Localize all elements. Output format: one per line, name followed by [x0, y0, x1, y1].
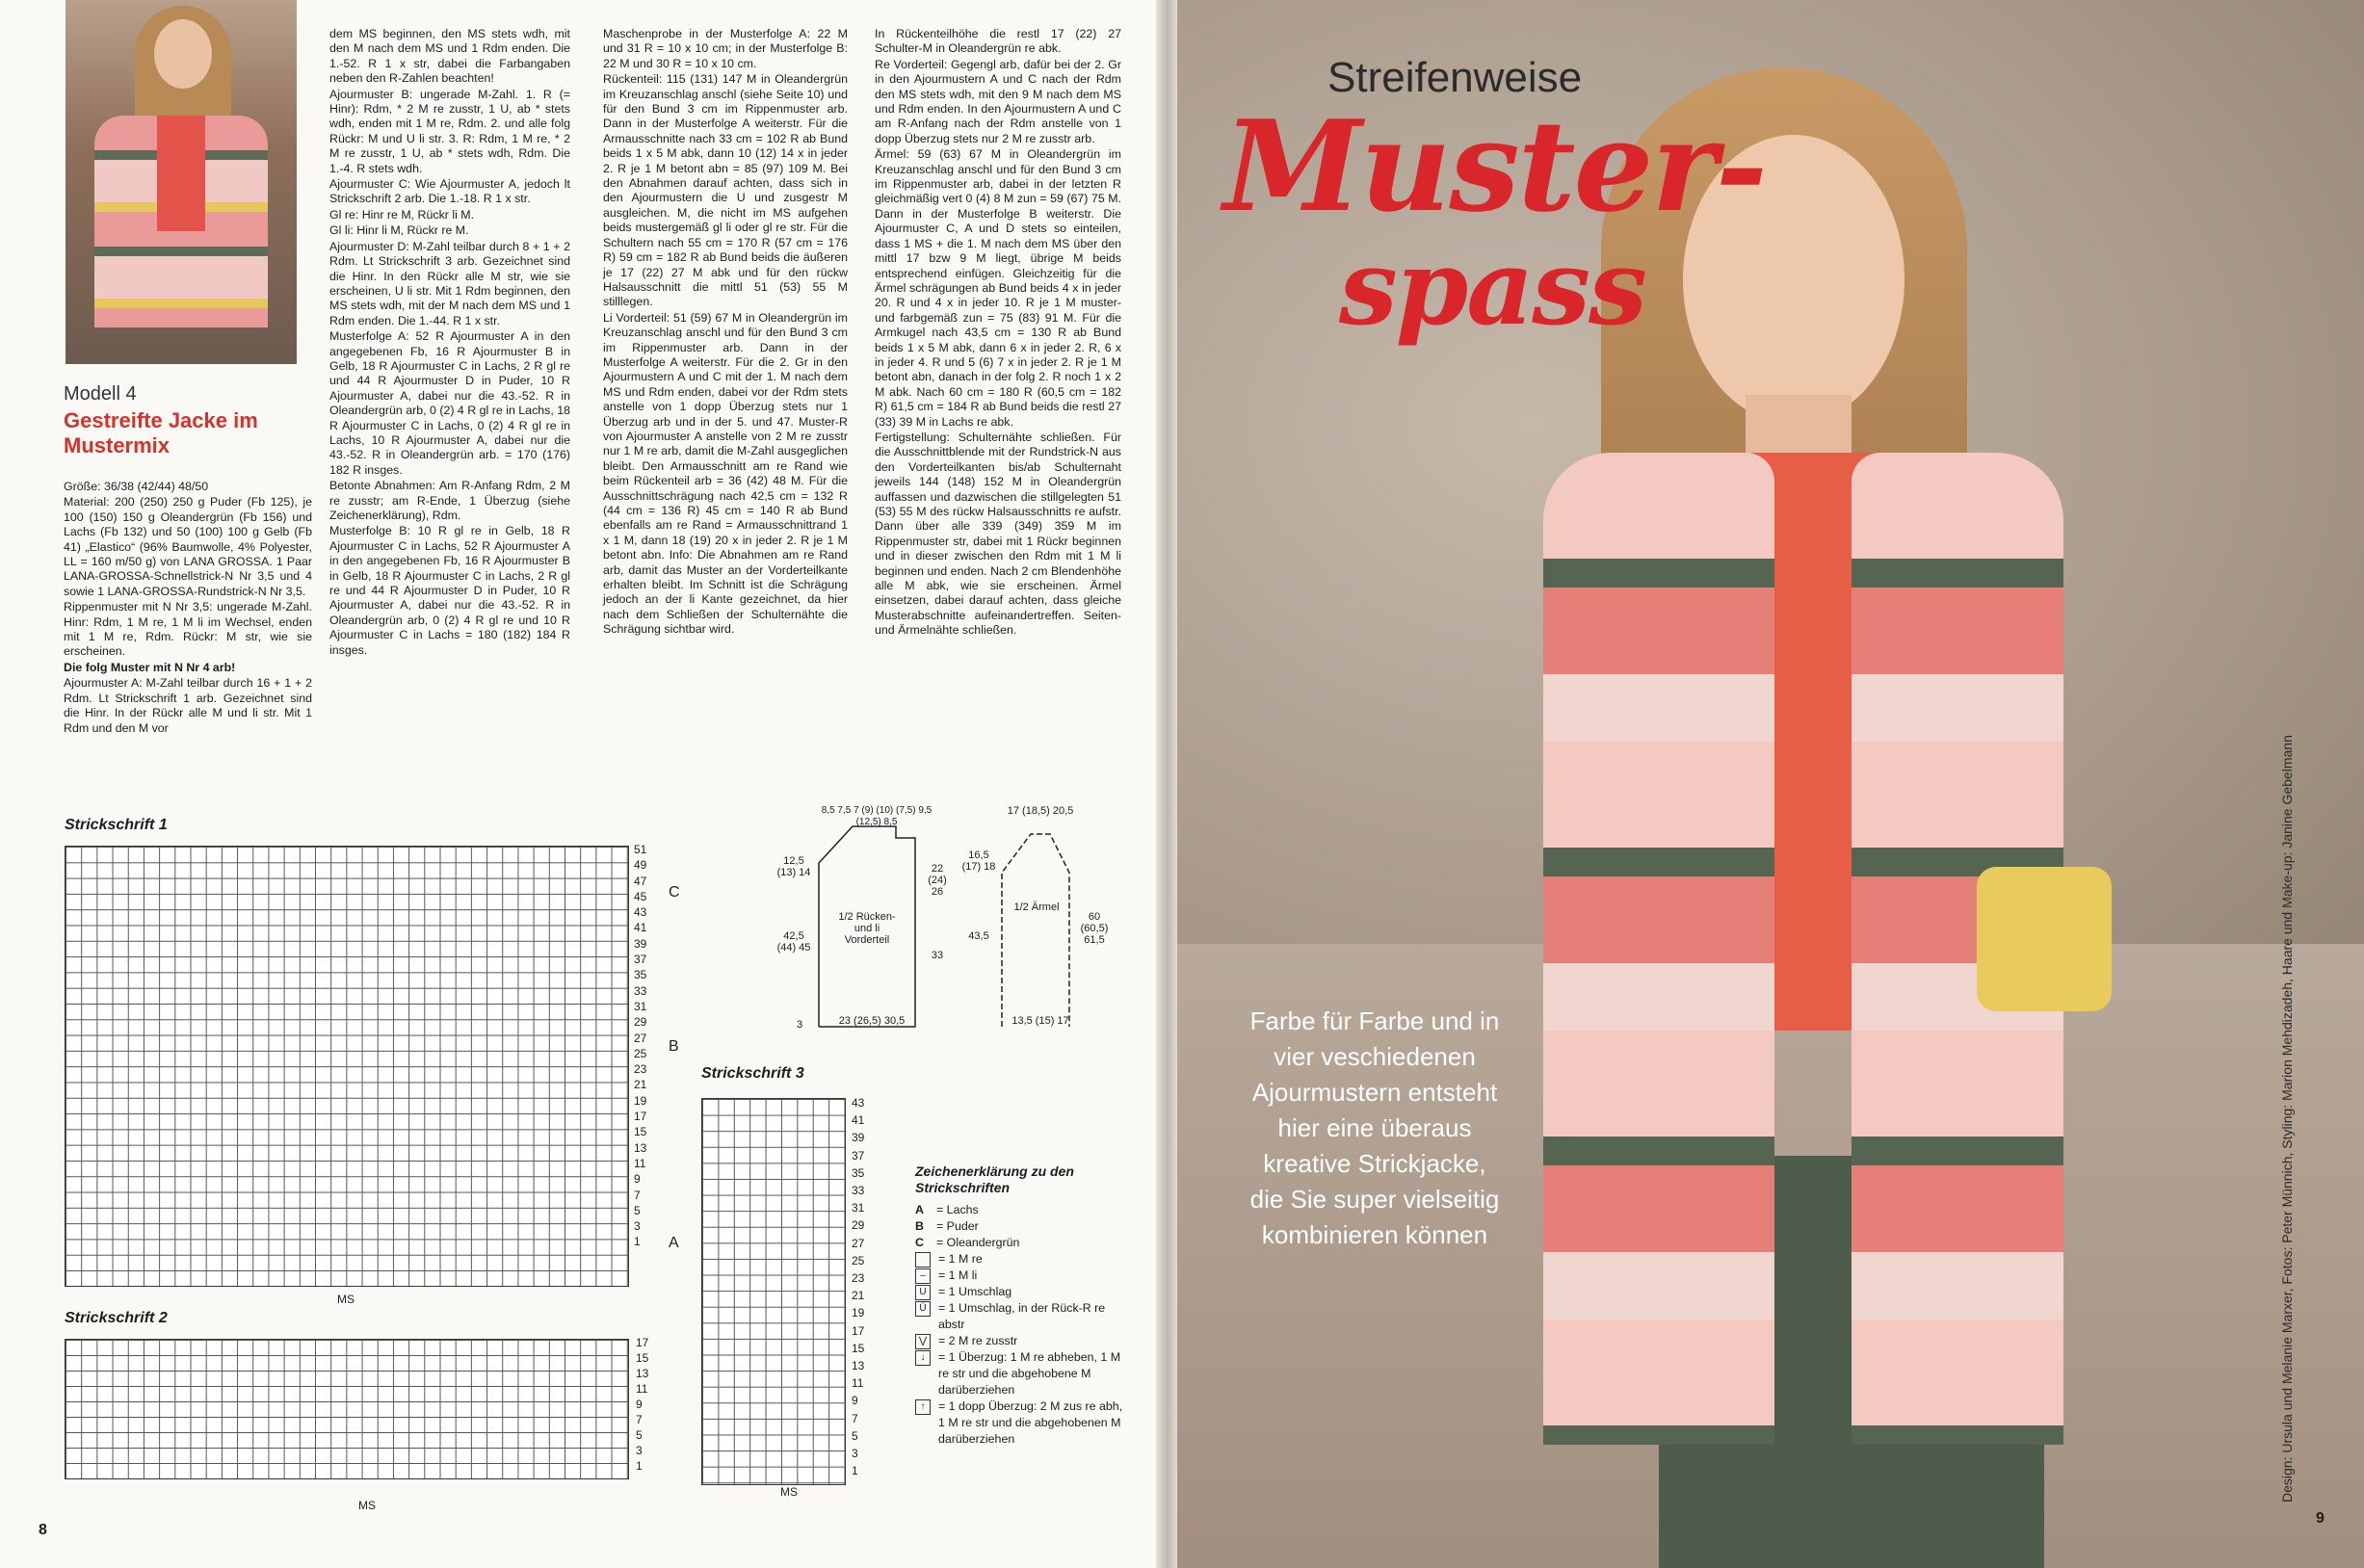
chart1-mark-a: A: [669, 1235, 679, 1251]
chart-row-number: 41: [852, 1113, 865, 1128]
pattern-title: Gestreifte Jacke im Mustermix: [64, 408, 258, 457]
paragraph: Gl li: Hinr li M, Rückr re M.: [329, 223, 469, 238]
text-column-3: [603, 27, 848, 639]
chart-row-number: 17: [636, 1336, 649, 1349]
paragraph: Li Vorderteil: 51 (59) 67 M in Oleandergrün im Kreuzanschlag anschl und für den Bund 3 cm im Rippenmuster arb. Dann in der Musterfolge A weiterstr. Für die 2. Gr in den Ajourmustern A und C mit der 1. M nach dem MS und Rdm enden, dabei vor der Rdm stets anstelle von 1 dopp Überzug stets nur 1 Überzug arb und in der 5. und 47. Muster-R von Ajourmuster A anstelle von 2 M re zusstr nur 1 M re arb, damit die M-Zahl ausgeglichen bleibt. Den Armausschnitt am re Rand wie beim Rückenteil arb = 36 (42) 48 M. Für die Ausschnittschrägung nach 42,5 cm = 132 R (44 cm = 136 R) 45 cm = 140 R ab Bund ebenfalls am re Rand = Armausschnittrand 1 x 1 M, dann 18 (19) 20 x in jeder 2. R je 1 M betont abn. Info: Die Abnahmen am re Rand arb, damit das Muster an der Vorderteilkante erhalten bleibt. Im Schnitt ist die Schrägung jedoch an der li Kante gezeichnet, da hier nach dem Schließen der Schulternähte die Schrägung sichtbar wird.: [603, 310, 848, 637]
text-column-4: [875, 27, 1121, 640]
paragraph: Ajourmuster A: M-Zahl teilbar durch 16 + 1 + 2 Rdm. Lt Strickschrift 1 arb. Gezeichnet sind die Hinr. In der Rückr alle M und li str. Mit 1 Rdm und den M vor: [64, 676, 312, 735]
legend-symbol: –: [915, 1268, 931, 1284]
chart-row-number: 27: [634, 1031, 647, 1045]
chart-row-number: 51: [634, 843, 647, 856]
legend-symbol: B: [915, 1219, 924, 1233]
chart3-title: Strickschrift 3: [701, 1065, 804, 1082]
chart-row-number: 17: [634, 1110, 647, 1124]
chart-row-number: 11: [634, 1156, 646, 1170]
legend-text: = Puder: [936, 1219, 979, 1233]
knitting-chart-1: [65, 846, 629, 1287]
legend-symbol: [915, 1252, 931, 1267]
chart-row-number: 5: [852, 1428, 858, 1443]
paragraph: Die folg Muster mit N Nr 4 arb!: [64, 660, 236, 674]
paragraph: Rückenteil: 115 (131) 147 M in Oleandergrün im Kreuzanschlag anschl (siehe Seite 10) und für den Bund 3 cm im Rippenmuster arb. Dann in der Musterfolge A weiterstr. Für die Armausschnitte nach 33 cm = 102 R ab Bund beids 1 x 5 M abk, dann 10 (12) 14 x in jeder 2. R je 1 M betont abn = 85 (97) 109 M. Bei den Abnahmen darauf achten, dass sich in den Ajourmustern die U und zusgestr M ausgleichen. M, die nicht im MS aufgehen beids mustergemäß gl li oder gl re str. Für die Schultern nach 55 cm = 170 R (57 cm = 176 R) 59 cm = 182 R ab Bund beids die äußeren je 17 (22) 27 M abk und für den rückw Halsausschnitt die mittl 51 (53) 55 M stilllegen.: [603, 72, 848, 309]
armhole-dimension: 22 (24) 26: [928, 863, 947, 898]
chart-row-number: 43: [634, 905, 647, 920]
legend-text: = Lachs: [936, 1203, 979, 1216]
legend-text: = 1 M li: [938, 1268, 978, 1282]
legend-item: [915, 1333, 1127, 1349]
chart-row-number: 45: [634, 889, 647, 903]
lead-text: Farbe für Farbe und in vier veschiedenen Ajourmustern entsteht hier eine überaus kreative Strickjacke, die Sie super vielseitig kombinieren können: [1249, 1006, 1500, 1249]
chart-row-number: 9: [852, 1394, 858, 1408]
paragraph: Rippenmuster mit N Nr 3,5: ungerade M-Zahl. Hinr: Rdm, 1 M re, 1 M li im Wechsel, enden mit 1 M re, Rdm. Rückr: M str, wie sie erscheinen.: [64, 600, 312, 659]
legend-item: [915, 1300, 1127, 1333]
chart-row-number: 19: [852, 1306, 865, 1320]
chart-row-number: 7: [636, 1413, 643, 1426]
cardigan-left-panel: [1543, 453, 1774, 1445]
legend-text: = 1 Überzug: 1 M re abheben, 1 M re str und die abgehobene M darüberziehen: [938, 1350, 1121, 1397]
legend-symbol: ↓: [915, 1350, 931, 1366]
chart-row-number: 41: [634, 921, 647, 935]
legend-items: [915, 1202, 1127, 1448]
legend-symbol: Ü: [915, 1301, 931, 1317]
chart1-mark-b: B: [669, 1038, 679, 1055]
legend-item: [915, 1267, 1127, 1284]
sleeve-top-dimensions: 17 (18,5) 20,5: [1007, 805, 1074, 817]
side-dimension-2: 42,5 (44) 45: [776, 930, 811, 954]
chart-row-number: 9: [634, 1172, 641, 1187]
left-page: [0, 0, 1166, 1568]
chart-row-number: 7: [852, 1411, 858, 1425]
paragraph: Betonte Abnahmen: Am R-Anfang Rdm, 2 M re zusstr; am R-Ende, 1 Überzug (siehe Zeichenerklärung), Rdm.: [329, 479, 570, 522]
chart-row-number: 19: [634, 1093, 647, 1108]
legend-item: [915, 1235, 1127, 1251]
legend-text: = Oleandergrün: [936, 1236, 1020, 1249]
legend-text: = 1 Umschlag: [938, 1285, 1012, 1298]
chart2-row-numbers: [636, 1335, 648, 1474]
chart-row-number: 21: [852, 1289, 865, 1303]
legend-item: [915, 1398, 1127, 1448]
chart-row-number: 35: [852, 1165, 865, 1180]
legend-title: Zeichenerklärung zu den Strickschriften: [915, 1163, 1074, 1195]
garment-schematic: [751, 805, 1156, 1036]
chart-row-number: 35: [634, 968, 647, 982]
back-label: 1/2 Rücken- und li Vorderteil: [838, 911, 896, 946]
chart-row-number: 39: [634, 936, 647, 951]
chart-row-number: 27: [852, 1236, 865, 1250]
chart-row-number: 1: [634, 1235, 641, 1249]
chart-row-number: 47: [634, 874, 647, 888]
chart-row-number: 13: [634, 1140, 647, 1155]
sleeve-bottom-dimensions: 13,5 (15) 17: [1011, 1015, 1069, 1027]
side-dimension: 12,5 (13) 14: [776, 855, 811, 878]
width-dimensions: 23 (26,5) 30,5: [838, 1015, 906, 1027]
chart-row-number: 37: [852, 1148, 865, 1163]
chart-row-number: 15: [634, 1125, 647, 1139]
chart-row-number: 25: [852, 1253, 865, 1267]
text-column-2: [329, 27, 570, 659]
chart-row-number: 11: [636, 1382, 648, 1396]
body-height: 33: [931, 950, 944, 961]
photo-credits: Design: Ursula und Melanie Marxer, Fotos: Peter Münnich, Styling: Marion Mehdizadeh, Haare und Make-up: Janine Gebelmann: [2279, 735, 2295, 1503]
chart3-ms-label: MS: [780, 1485, 798, 1499]
legend-text: = 1 Umschlag, in der Rück-R re abstr: [938, 1301, 1106, 1331]
legend-text: = 2 M re zusstr: [938, 1334, 1018, 1347]
chart1-row-numbers: [634, 842, 646, 1250]
headline-line-1: Muster-: [1223, 92, 1766, 240]
chart-row-number: 7: [634, 1188, 641, 1202]
chart-row-number: 29: [852, 1218, 865, 1233]
rib-height: 3: [796, 1019, 803, 1031]
sleeve-label: 1/2 Ärmel: [1013, 902, 1060, 913]
paragraph: Ajourmuster B: ungerade M-Zahl. 1. R (= Hinr): Rdm, * 2 M re zusstr, 1 U, ab * stets wdh, enden mit 1 M re, Rdm. 2. und alle folg Rückr: M und U li str. 3. R: Rdm, 1 M re, * 2 M re zusstr, 1 U, ab * stets wdh, Rdm. Die 1.-4. R stets wdh.: [329, 87, 570, 175]
paragraph: In Rückenteilhöhe die restl 17 (22) 27 Schulter-M in Oleandergrün re abk.: [875, 27, 1121, 56]
chart-row-number: 11: [852, 1376, 864, 1391]
sleeve-height: 43,5: [968, 930, 989, 942]
chart1-ms-label: MS: [337, 1293, 355, 1306]
chart-row-number: 29: [634, 1015, 647, 1030]
cardigan-yellow-sleeve: [1977, 867, 2112, 1011]
chart-row-number: 9: [636, 1398, 643, 1411]
sleeve-total: 60 (60,5) 61,5: [1080, 911, 1109, 946]
paragraph: Gl re: Hinr re M, Rückr li M.: [329, 207, 475, 222]
headline-line-2: spass: [1339, 227, 1645, 349]
chart-row-number: 23: [852, 1271, 865, 1286]
page-number-right: 9: [2316, 1510, 2325, 1527]
sleeve-left-dimension: 16,5 (17) 18: [961, 849, 996, 873]
legend-item: [915, 1251, 1127, 1267]
top-dimensions: 8,5 7,5 7 (9) (10) (7,5) 9,5 (12,5) 8,5: [821, 805, 932, 827]
text-column-1: [64, 480, 312, 737]
chart-row-number: 3: [634, 1219, 641, 1234]
legend-symbol: C: [915, 1236, 924, 1249]
legend-text: = 1 M re: [938, 1252, 983, 1266]
legend-symbol: U: [915, 1285, 931, 1300]
chart-row-number: 23: [634, 1062, 647, 1077]
paragraph: Ärmel: 59 (63) 67 M in Oleandergrün im Kreuzanschlag anschl und für den Bund 3 cm im Rippenmuster arb, dabei in der letzten R gleichmäßig vert 0 (4) 8 M zun = 59 (67) 75 M. Dann in der Musterfolge B weiterstr. Die Ajourmuster C, A und D stets so einteilen, dass 1 MS + die 1. M nach dem MS über den mittl 17 bzw 9 M liegt, übrige M beids entsprechend einfügen. Gleichzeitig für die Ärmel schrägungen ab Bund beids 4 x in jeder 20. R und 4 x in jeder 10. R je 1 M muster- und farbgemäß zun = 75 (83) 91 M. Für die Armkugel nach 43,5 cm = 130 R ab Bund beids 1 x 5 M abk, dann 6 x in jeder 2. R, 6 x in jeder 4. R und 5 (6) 7 x in jeder 2. R je 1 M betont abn, danach in der folg 2. R noch 1 x 2 M abk. Nach 60 cm = 180 R (60,5 cm = 182 R) 61,5 cm = 184 R ab Bund beids die restl 27 (33) 39 M in Lachs re abk.: [875, 147, 1121, 429]
chart2-ms-label: MS: [358, 1499, 376, 1512]
chart-row-number: 15: [852, 1341, 865, 1355]
paragraph: Ajourmuster D: M-Zahl teilbar durch 8 + 1 + 2 Rdm. Lt Strickschrift 3 arb. Gezeichnet sind die Hinr. In den Rückr alle M str, wie sie erscheinen, U li str. Mit 1 Rdm beginnen, den MS stets wdh, mit der M nach dem MS und 1 Rdm enden. Die 1.-44. R 1 x str.: [329, 239, 570, 327]
chart1-title: Strickschrift 1: [65, 817, 168, 833]
paragraph: Maschenprobe in der Musterfolge A: 22 M und 31 R = 10 x 10 cm; in der Musterfolge B: 22 M und 30 R = 10 x 10 cm.: [603, 27, 848, 70]
model-thumbnail-photo: [66, 0, 297, 364]
chart-row-number: 13: [636, 1367, 649, 1380]
paragraph: Ajourmuster C: Wie Ajourmuster A, jedoch lt Strickschrift 2 arb. Die 1.-18. R 1 x str.: [329, 177, 570, 206]
chart3-row-numbers: [852, 1094, 864, 1479]
chart-row-number: 3: [852, 1447, 858, 1461]
chart-row-number: 5: [634, 1203, 641, 1217]
chart-row-number: 3: [636, 1444, 643, 1457]
legend-symbol: ⋁: [915, 1334, 931, 1349]
legend-item: [915, 1349, 1127, 1398]
paragraph: dem MS beginnen, den MS stets wdh, mit den M nach dem MS und 1 Rdm enden. Die 1.-52. R 1 x str, dabei die Farbangaben neben den R-Zahlen beachten!: [329, 27, 570, 86]
chart-row-number: 15: [636, 1351, 649, 1365]
spread-gutter: [1156, 0, 1179, 1568]
chart-row-number: 49: [634, 858, 647, 873]
legend-symbol: A: [915, 1203, 924, 1216]
chart-row-number: 43: [852, 1096, 865, 1110]
knitting-chart-2: [65, 1339, 629, 1479]
paragraph: Musterfolge A: 52 R Ajourmuster A in den angegebenen Fb, 16 R Ajourmuster B in Gelb, 18 R Ajourmuster C in Lachs, 2 R gl re und 44 R Ajourmuster D in Puder, 10 R Ajourmuster A, dabei nur die 43.-52. R in Oleandergrün arb, 0 (2) 4 R gl re in Lachs, 18 R Ajourmuster C in Lachs, 0 (2) 4 R gl re in Lachs, 10 R Ajourmuster A, dabei nur die 43.-52. R in Oleandergrün arb. = 170 (176) 182 R insges.: [329, 329, 571, 477]
page-number-left: 8: [39, 1522, 47, 1538]
chart-row-number: 17: [852, 1323, 865, 1338]
chart2-title: Strickschrift 2: [65, 1310, 168, 1326]
legend-item: [915, 1284, 1127, 1300]
paragraph: Musterfolge B: 10 R gl re in Gelb, 18 R Ajourmuster C in Lachs, 52 R Ajourmuster A in den angegebenen Fb, 16 R Ajourmuster B in Gelb, 18 R Ajourmuster C in Lachs, 2 R gl re und 44 R Ajourmuster D in Puder, 10 R Ajourmuster A, dabei nur die 43.-52. R in Oleandergrün arb, 0 (2) 4 R gl re und 10 R Ajourmuster C in Lachs = 180 (182) 184 R insges.: [329, 524, 570, 657]
legend-text: = 1 dopp Überzug: 2 M zus re abh, 1 M re str und die abgehobenen M darüberziehen: [938, 1399, 1123, 1446]
chart-row-number: 31: [852, 1201, 865, 1215]
chart-row-number: 31: [634, 999, 647, 1013]
legend-item: [915, 1202, 1127, 1218]
thumb-top: [157, 116, 205, 231]
chart-row-number: 33: [634, 983, 647, 998]
paragraph: Größe: 36/38 (42/44) 48/50: [64, 480, 209, 493]
paragraph: Fertigstellung: Schulternähte schließen. Für die Ausschnittblende mit der Rundstrick-N aus den Vorderteilkanten bis/ab Schulternaht jeweils 144 (148) 152 M in Oleandergrün auffassen und dazwischen die stillgelegten 51 (53) 55 M des rückw Halsausschnitts re aufstr. Dann über alle 339 (349) 359 M im Rippenmuster str, dabei mit 1 Rückr beginnen und in dieser zwischen den Rdm mit 1 M li beginnen und enden. Nach 2 cm Blendenhöhe alle M abk, wie sie erscheinen. Ärmel einsetzen, dabei darauf achten, dass gleiche Musterabschnitte aufeinandertreffen. Seiten- und Ärmelnähte schließen.: [875, 430, 1121, 638]
chart-legend: [915, 1163, 1127, 1448]
chart1-mark-c: C: [669, 884, 680, 901]
chart-row-number: 5: [636, 1428, 643, 1442]
chart-row-number: 1: [636, 1459, 643, 1473]
paragraph: Re Vorderteil: Gegengl arb, dafür bei der 2. Gr in den Ajourmustern A und C nach der Rdm den MS stets wdh, mit den 9 M nach dem MS und Rdm enden. In den Ajourmustern A und C am R-Anfang nach der Rdm anstelle von 1 dopp Überzug stets nur 2 M re zusstr arb.: [875, 57, 1121, 145]
legend-item: [915, 1218, 1127, 1235]
chart-row-number: 39: [852, 1131, 865, 1145]
model-number: Modell 4: [64, 383, 137, 405]
chart-row-number: 1: [852, 1464, 858, 1478]
chart-row-number: 25: [634, 1046, 647, 1060]
chart-row-number: 33: [852, 1184, 865, 1198]
chart-row-number: 13: [852, 1359, 865, 1373]
paragraph: Material: 200 (250) 250 g Puder (Fb 125), je 100 (150) 150 g Oleandergrün (Fb 156) und Lachs (Fb 132) und 50 (100) 100 g Gelb (Fb 41) „Elastico“ (96% Baumwolle, 4% Polyester, LL = 160 m/50 g) von LANA GROSSA. 1 Paar LANA-GROSSA-Schnellstrick-N Nr 3,5 und 4 sowie 1 LANA-GROSSA-Rundstrick-N Nr 3,5.: [64, 495, 312, 598]
knitting-chart-3: [701, 1098, 846, 1485]
chart-row-number: 21: [634, 1078, 647, 1092]
legend-symbol: ↑: [915, 1399, 931, 1415]
thumb-face: [154, 19, 212, 89]
chart-row-number: 37: [634, 953, 647, 967]
kicker-text: Streifenweise: [1327, 54, 1583, 101]
